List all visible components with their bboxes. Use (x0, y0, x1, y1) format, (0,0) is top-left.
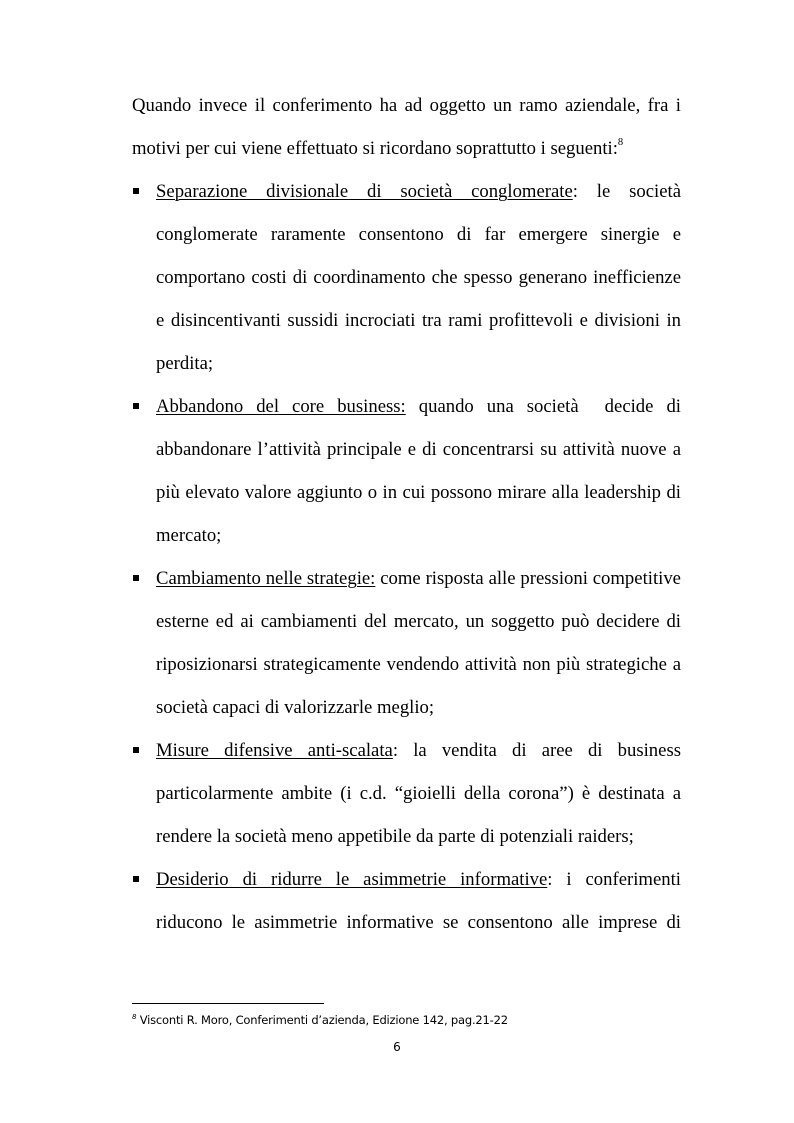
bullet-text: particolarmente ambite (i c.d. “gioielli della corona”) è destinata a (156, 783, 681, 804)
bullet-text: riducono le asimmetrie informative se consentono alle imprese di (156, 912, 681, 933)
bullet-text: perdita; (156, 353, 214, 374)
bullet-line (156, 643, 681, 686)
bullet-title: Abbandono del core business: (156, 396, 406, 417)
bullet-line (156, 342, 681, 385)
footnote-divider (132, 1003, 324, 1004)
bullet-line (156, 428, 681, 471)
square-bullet-icon (133, 188, 139, 194)
bullet-text: quando una società decide di (405, 396, 681, 417)
bullet-text: comportano costi di coordinamento che spesso generano inefficienze (156, 267, 681, 288)
list-item-asimmetrie (132, 858, 681, 944)
bullet-line (156, 385, 681, 428)
list-item-cambiamento (132, 557, 681, 729)
bullet-line (156, 686, 681, 729)
bullet-line (156, 170, 681, 213)
bullet-text: esterne ed ai cambiamenti del mercato, un soggetto può decidere di (156, 611, 681, 632)
intro-line-2 (132, 127, 681, 170)
list-item-separazione (132, 170, 681, 385)
bullet-line (156, 299, 681, 342)
footnote (132, 1011, 508, 1029)
bullet-title: Separazione divisionale di società conglomerate (156, 181, 573, 202)
intro-line-1-text: Quando invece il conferimento ha ad oggetto un ramo aziendale, fra i (132, 95, 681, 116)
bullet-text: e disincentivanti sussidi incrociati tra rami profittevoli e divisioni in (156, 310, 681, 331)
bullet-text: rendere la società meno appetibile da parte di potenziali raiders; (156, 826, 634, 847)
page-number: 6 (393, 1040, 401, 1054)
bullet-text: mercato; (156, 525, 222, 546)
footnote-number: 8 (132, 1013, 137, 1021)
bullet-text: abbandonare l’attività principale e di concentrarsi su attività nuove a (156, 439, 681, 460)
bullet-line (156, 256, 681, 299)
bullet-text: più elevato valore aggiunto o in cui possono mirare alla leadership di (156, 482, 681, 503)
bullet-line (156, 772, 681, 815)
bullet-text: come risposta alle pressioni competitive (375, 568, 681, 589)
intro-line-2-text: motivi per cui viene effettuato si ricordano soprattutto i seguenti: (132, 138, 618, 159)
bullet-line (156, 471, 681, 514)
footnote-reference: 8 (617, 137, 624, 148)
bullet-line (156, 901, 681, 944)
bullet-line (156, 557, 681, 600)
bullet-line (156, 213, 681, 256)
list-item-misure-difensive (132, 729, 681, 858)
bullet-title: Desiderio di ridurre le asimmetrie informative (156, 869, 548, 890)
bullet-line (156, 815, 681, 858)
body-text (132, 84, 681, 944)
bullet-text: : la vendita di aree di business (392, 740, 681, 761)
bullet-text: riposizionarsi strategicamente vendendo attività non più strategiche a (156, 654, 681, 675)
bullet-line (156, 514, 681, 557)
bullet-line (156, 729, 681, 772)
bullet-text: conglomerate raramente consentono di far emergere sinergie e (156, 224, 681, 245)
bullet-text: società capaci di valorizzarle meglio; (156, 697, 435, 718)
list-item-abbandono (132, 385, 681, 557)
bullet-list (132, 170, 681, 944)
footnote-text: Visconti R. Moro, Conferimenti d’azienda, Edizione 142, pag.21-22 (136, 1013, 508, 1027)
square-bullet-icon (133, 747, 139, 753)
bullet-title: Cambiamento nelle strategie: (156, 568, 376, 589)
intro-line-1 (132, 84, 681, 127)
square-bullet-icon (133, 575, 139, 581)
bullet-title: Misure difensive anti-scalata (156, 740, 393, 761)
bullet-text: : i conferimenti (547, 869, 681, 890)
square-bullet-icon (133, 876, 139, 882)
square-bullet-icon (133, 403, 139, 409)
bullet-line (156, 600, 681, 643)
bullet-text: : le società (572, 181, 681, 202)
bullet-line (156, 858, 681, 901)
